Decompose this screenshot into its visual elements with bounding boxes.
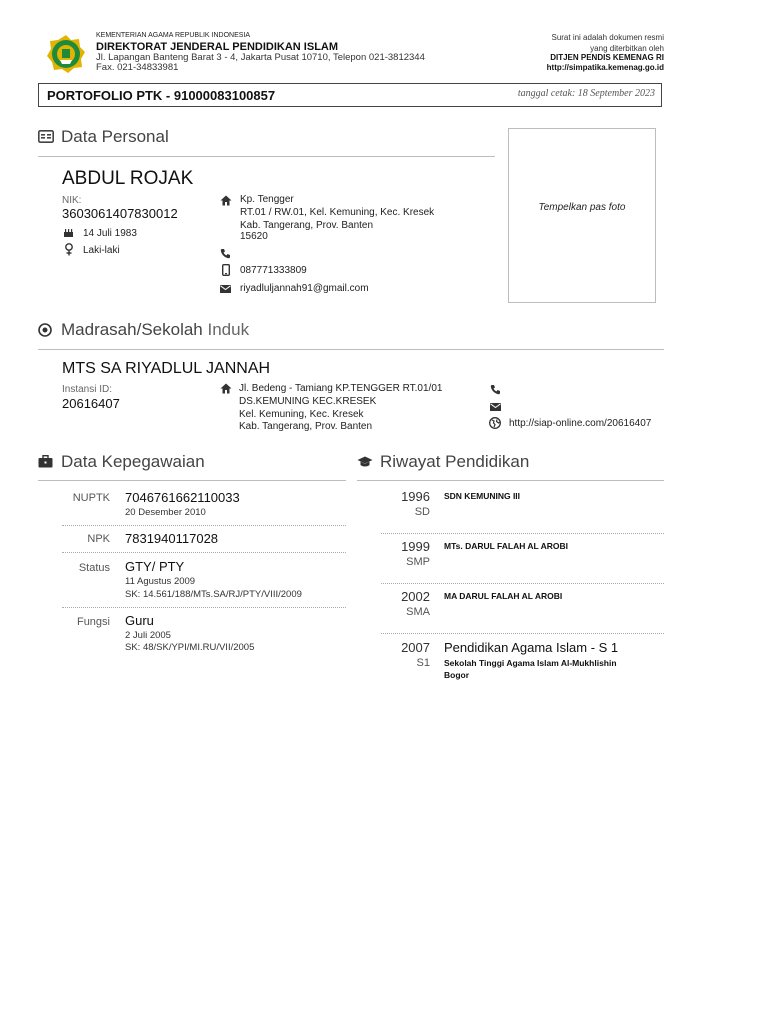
directorate-name: DIREKTORAT JENDERAL PENDIDIKAN ISLAM xyxy=(96,41,339,53)
section-title-school-main: Madrasah/Sekolah xyxy=(61,320,203,339)
office-address: Jl. Lapangan Banteng Barat 3 - 4, Jakarta Pusat 10710, Telepon 021-3812344 xyxy=(96,52,425,63)
row-divider xyxy=(62,552,346,553)
issuer-url[interactable]: http://simpatika.kemenag.go.id xyxy=(546,63,664,72)
nik-value: 3603061407830012 xyxy=(62,206,178,221)
section-title-school-light: Induk xyxy=(207,320,250,339)
education-year: 1996 xyxy=(401,489,430,504)
phone-icon xyxy=(490,384,501,395)
person-name: ABDUL ROJAK xyxy=(62,168,194,189)
instansi-id: 20616407 xyxy=(62,396,120,411)
photo-placeholder-text: Tempelkan pas foto xyxy=(538,202,626,213)
birthday-cake-icon xyxy=(63,227,74,238)
row-divider xyxy=(381,583,664,584)
portfolio-header-box xyxy=(38,83,662,107)
address-line: RT.01 / RW.01, Kel. Kemuning, Kec. Kresek xyxy=(240,207,435,218)
gender-icon xyxy=(64,243,74,256)
section-title-personal: Data Personal xyxy=(61,127,169,146)
education-year: 1999 xyxy=(401,539,430,554)
education-level: SMA xyxy=(406,606,430,618)
home-icon xyxy=(220,383,232,394)
employment-date-fungsi: 2 Juli 2005 xyxy=(125,630,171,641)
section-divider xyxy=(357,480,664,481)
gender: Laki-laki xyxy=(83,245,120,256)
education-year: 2007 xyxy=(401,640,430,655)
section-title-education: Riwayat Pendidikan xyxy=(380,452,530,471)
address-line: Kab. Tangerang, Prov. Banten xyxy=(240,220,374,231)
id-card-icon xyxy=(38,130,54,143)
email-icon xyxy=(490,403,501,411)
education-school: Sekolah Tinggi Agama Islam Al-Mukhlishin xyxy=(444,658,617,668)
ministry-name: KEMENTERIAN AGAMA REPUBLIK INDONESIA xyxy=(96,32,251,39)
employment-label-nuptk: NUPTK xyxy=(72,492,110,504)
education-school: MTs. DARUL FALAH AL AROBI xyxy=(444,541,569,551)
office-fax: Fax. 021-34833981 xyxy=(96,62,179,73)
section-divider xyxy=(38,349,664,350)
education-school-city: Bogor xyxy=(444,670,470,680)
issuer-name: DITJEN PENDIS KEMENAG RI xyxy=(550,53,664,62)
section-title-school xyxy=(61,320,249,340)
instansi-label: Instansi ID: xyxy=(62,384,113,395)
employment-label-npk: NPK xyxy=(87,533,110,545)
mobile-number: 087771333809 xyxy=(240,265,307,276)
email-address[interactable]: riyadluljannah91@gmail.com xyxy=(240,283,369,294)
photo-placeholder-box xyxy=(508,128,656,303)
school-name: MTS SA RIYADLUL JANNAH xyxy=(62,360,271,377)
graduation-cap-icon xyxy=(357,456,373,468)
postal-code: 15620 xyxy=(240,231,268,242)
portfolio-title: PORTOFOLIO PTK - 91000083100857 xyxy=(47,88,276,103)
employment-date-status: 11 Agustus 2009 xyxy=(125,576,196,587)
ministry-logo xyxy=(46,34,86,74)
employment-sk-status: SK: 14.561/188/MTs.SA/RJ/PTY/VIII/2009 xyxy=(125,589,302,600)
section-divider xyxy=(38,480,346,481)
section-title-employment: Data Kepegawaian xyxy=(61,452,205,471)
birth-date: 14 Juli 1983 xyxy=(83,228,137,239)
school-address-line: DS.KEMUNING KEC.KRESEK xyxy=(239,396,377,407)
row-divider xyxy=(62,607,346,608)
mobile-phone-icon xyxy=(222,264,230,276)
employment-label-fungsi: Fungsi xyxy=(76,616,110,628)
education-level: SMP xyxy=(406,556,430,568)
email-icon xyxy=(220,285,231,293)
education-major: Pendidikan Agama Islam - S 1 xyxy=(444,640,619,655)
home-icon xyxy=(220,195,232,206)
employment-value-nuptk: 7046761662110033 xyxy=(125,490,240,505)
briefcase-icon xyxy=(38,455,53,468)
phone-icon xyxy=(220,248,231,259)
section-divider xyxy=(38,156,495,157)
official-notice-line: yang diterbitkan oleh xyxy=(590,44,664,53)
education-year: 2002 xyxy=(401,589,430,604)
employment-label-status: Status xyxy=(78,562,110,574)
globe-icon xyxy=(489,417,501,429)
school-address-line: Kab. Tangerang, Prov. Banten xyxy=(239,421,373,432)
employment-value-fungsi: Guru xyxy=(125,613,154,628)
education-school: SDN KEMUNING III xyxy=(444,491,521,501)
address-line: Kp. Tengger xyxy=(240,194,294,205)
education-level: SD xyxy=(414,506,430,518)
employment-value-status: GTY/ PTY xyxy=(125,559,185,574)
employment-date-nuptk: 20 Desember 2010 xyxy=(125,507,206,518)
school-badge-icon xyxy=(38,323,52,337)
row-divider xyxy=(381,533,664,534)
education-level: S1 xyxy=(416,657,430,669)
school-address-line: Kel. Kemuning, Kec. Kresek xyxy=(239,409,364,420)
print-date: tanggal cetak: 18 September 2023 xyxy=(517,88,655,99)
school-address-line: Jl. Bedeng - Tamiang KP.TENGGER RT.01/01 xyxy=(239,383,443,394)
nik-label: NIK: xyxy=(62,195,82,206)
employment-sk-fungsi: SK: 48/SK/YPI/MI.RU/VII/2005 xyxy=(125,642,255,653)
school-website[interactable]: http://siap-online.com/20616407 xyxy=(509,418,652,429)
official-notice-line: Surat ini adalah dokumen resmi xyxy=(551,33,664,42)
employment-value-npk: 7831940117028 xyxy=(125,531,219,546)
education-school: MA DARUL FALAH AL AROBI xyxy=(444,591,563,601)
row-divider xyxy=(381,633,664,634)
row-divider xyxy=(62,525,346,526)
